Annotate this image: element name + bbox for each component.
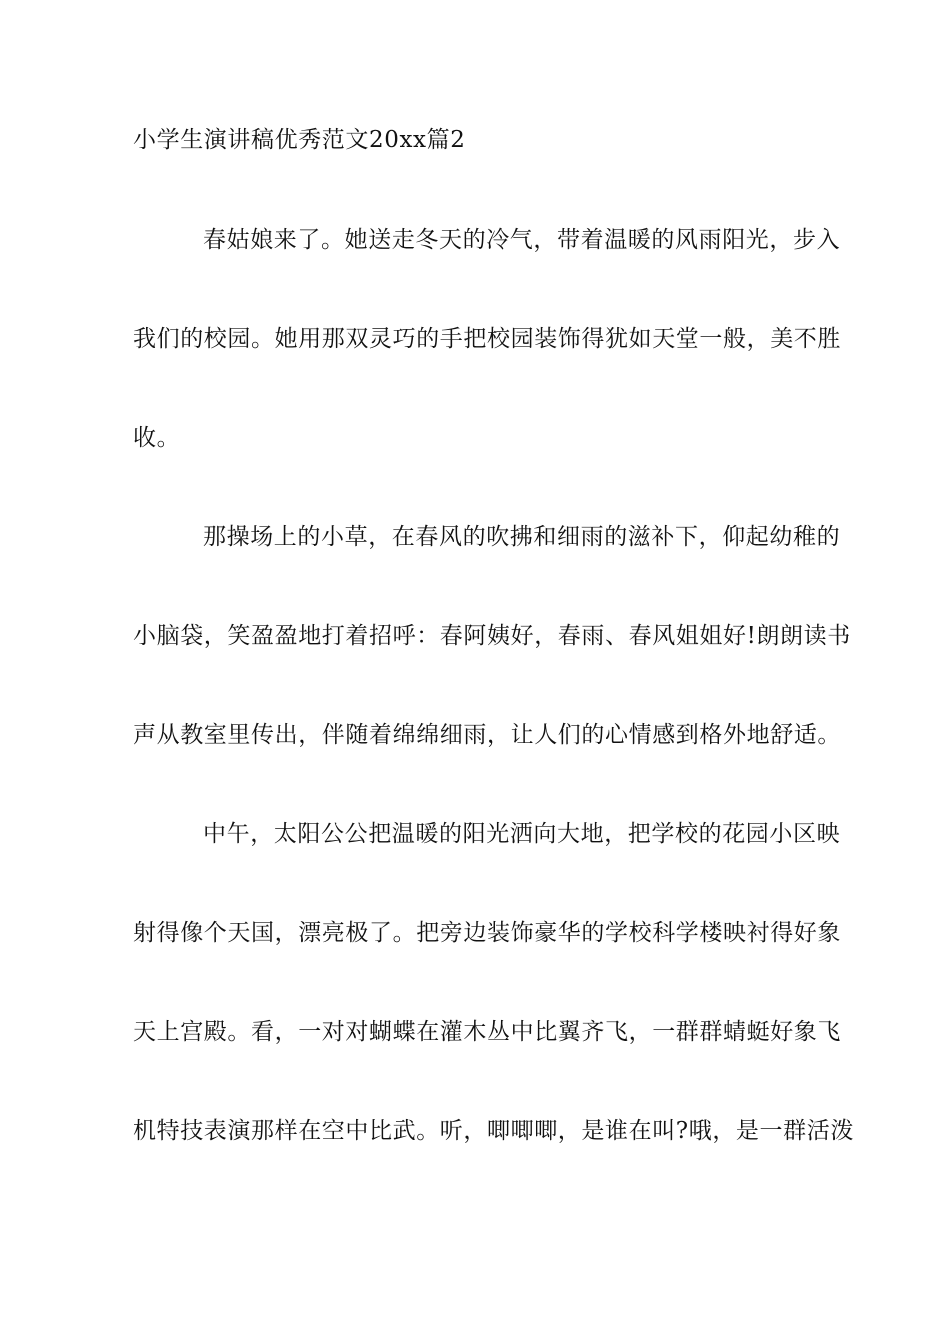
paragraph-3-line-2: 射得像个天国，漂亮极了。把旁边装饰豪华的学校科学楼映衬得好象 [133, 920, 841, 946]
paragraph-1-line-1: 春姑娘来了。她送走冬天的冷气，带着温暖的风雨阳光，步入 [203, 227, 841, 253]
paragraph-1-line-2: 我们的校园。她用那双灵巧的手把校园装饰得犹如天堂一般，美不胜 [133, 326, 841, 352]
paragraph-2-line-2: 小脑袋，笑盈盈地打着招呼：春阿姨好，春雨、春风姐姐好!朗朗读书 [133, 623, 851, 649]
document-title: 小学生演讲稿优秀范文20xx篇2 [133, 127, 466, 153]
paragraph-2-line-1: 那操场上的小草，在春风的吹拂和细雨的滋补下，仰起幼稚的 [203, 524, 841, 550]
paragraph-1-line-3: 收。 [133, 425, 181, 451]
paragraph-3-line-3: 天上宫殿。看，一对对蝴蝶在灌木丛中比翼齐飞，一群群蜻蜓好象飞 [133, 1019, 841, 1045]
paragraph-2-line-3: 声从教室里传出，伴随着绵绵细雨，让人们的心情感到格外地舒适。 [133, 722, 841, 748]
paragraph-3-line-1: 中午，太阳公公把温暖的阳光洒向大地，把学校的花园小区映 [203, 821, 841, 847]
paragraph-3-line-4: 机特技表演那样在空中比武。听，唧唧唧，是谁在叫?哦，是一群活泼 [133, 1118, 854, 1144]
